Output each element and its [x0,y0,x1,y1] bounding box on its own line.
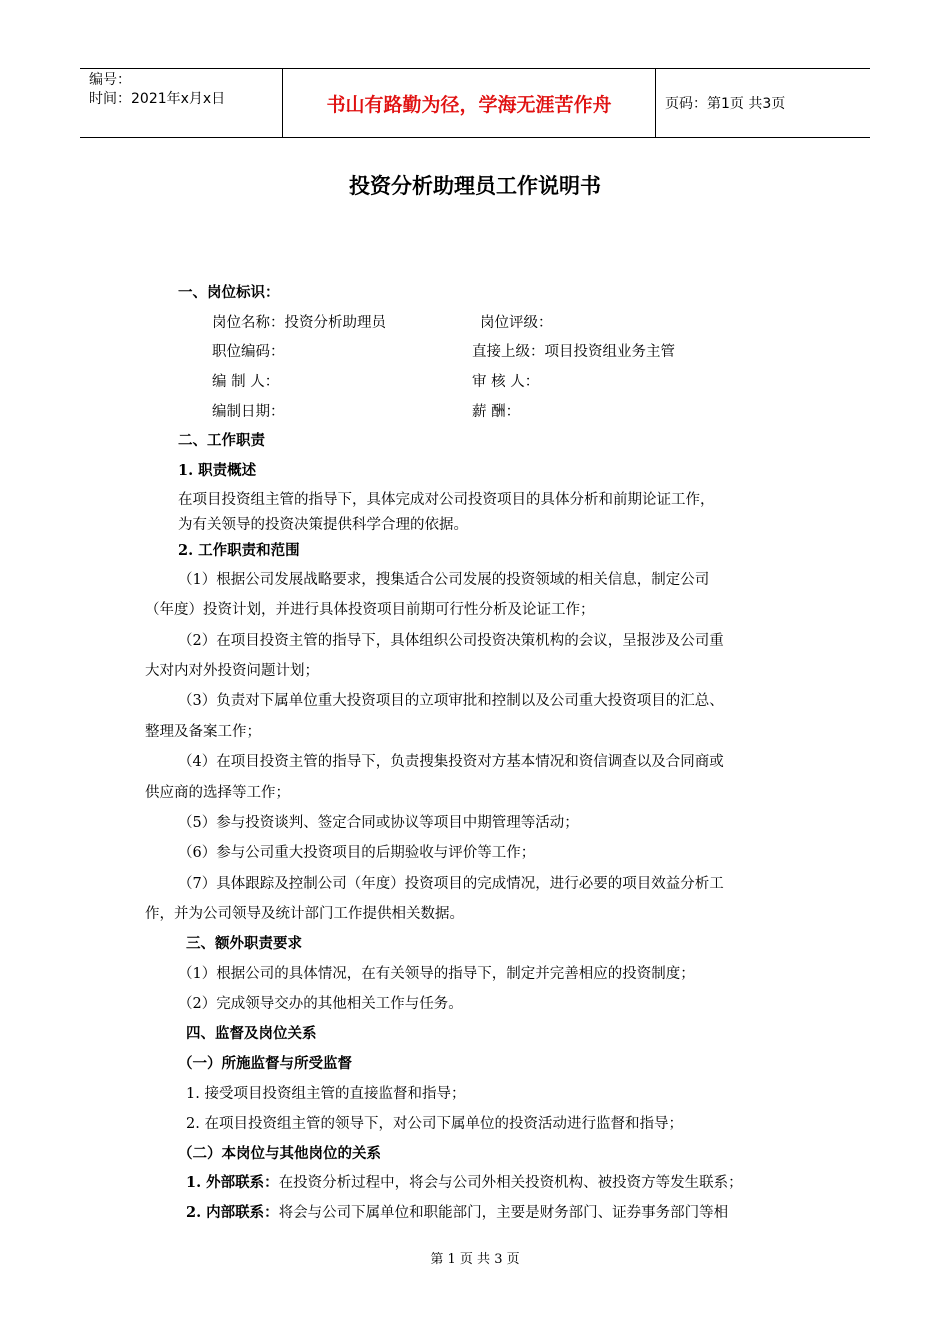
position-code: 职位编码： [212,344,285,360]
list-item-continuation: 整理及备案工作； [145,724,261,740]
subsection-heading: （二）本岗位与其他岗位的关系 [178,1145,381,1162]
position-rating: 岗位评级： [480,315,553,331]
list-item-continuation: （年度）投资计划，并进行具体投资项目前期可行性分析及论证工作； [145,602,595,618]
section-heading: 二、工作职责 [178,432,265,449]
section-heading: 三、额外职责要求 [186,935,302,952]
header-meta [80,69,282,137]
list-item-continuation: 作，并为公司领导及统计部门工作提供相关数据。 [145,906,464,922]
reviewer: 审 核 人： [472,374,540,390]
document-title: 投资分析助理员工作说明书 [349,174,601,198]
direct-superior: 直接上级：项目投资组业务主管 [472,344,675,360]
list-item: （2）完成领导交办的其他相关工作与任务。 [178,996,463,1012]
list-item: （6）参与公司重大投资项目的后期验收与评价等工作； [178,845,536,861]
external-relations [186,1173,743,1193]
list-item-continuation: 供应商的选择等工作； [145,785,290,801]
list-item: （3）负责对下属单位重大投资项目的立项审批和控制以及公司重大投资项目的汇总、 [178,693,724,709]
page-header [80,68,870,138]
section-heading: 一、岗位标识： [178,284,280,301]
subsection-heading: 2. 工作职责和范围 [178,542,300,559]
section-heading: 四、监督及岗位关系 [186,1025,317,1042]
list-item: （4）在项目投资主管的指导下，负责搜集投资对方基本情况和资信调查以及合同商或 [178,754,724,770]
external-relations-text: 在投资分析过程中，将会与公司外相关投资机构、被投资方等发生联系； [278,1175,743,1191]
header-number: 编号： [89,72,131,88]
list-item: （1）根据公司的具体情况，在有关领导的指导下，制定并完善相应的投资制度； [178,966,695,982]
position-name: 岗位名称：投资分析助理员 [212,315,386,331]
list-item-continuation: 大对内对外投资问题计划； [145,663,319,679]
salary: 薪 酬： [472,404,521,420]
header-time: 时间：2021年x月x日 [89,91,226,107]
internal-relations-text: 将会与公司下属单位和职能部门，主要是财务部门、证券事务部门等相 [278,1205,729,1221]
list-item: （1）根据公司发展战略要求，搜集适合公司发展的投资领域的相关信息，制定公司 [178,572,710,588]
paragraph-line: 为有关领导的投资决策提供科学合理的依据。 [178,517,468,533]
paragraph-line: 在项目投资组主管的指导下，具体完成对公司投资项目的具体分析和前期论证工作， [178,492,715,508]
list-item: （7）具体跟踪及控制公司（年度）投资项目的完成情况，进行必要的项目效益分析工 [178,876,724,892]
subsection-heading: 1. 职责概述 [178,462,257,479]
list-item: （5）参与投资谈判、签定合同或协议等项目中期管理等活动； [178,815,579,831]
subsection-heading: （一）所施监督与所受监督 [178,1055,352,1072]
editor: 编 制 人： [212,374,280,390]
external-relations-label: 1. 外部联系： [186,1174,279,1191]
header-motto: 书山有路勤为径，学海无涯苦作舟 [282,69,656,137]
header-page-number: 页码：第1页 共3页 [665,96,786,112]
list-item: 2. 在项目投资组主管的领导下，对公司下属单位的投资活动进行监督和指导； [186,1116,683,1132]
internal-relations [186,1203,728,1223]
internal-relations-label: 2. 内部联系： [186,1204,279,1221]
page-footer: 第 1 页 共 3 页 [430,1252,520,1267]
edit-date: 编制日期： [212,404,285,420]
list-item: 1. 接受项目投资组主管的直接监督和指导； [186,1086,466,1102]
list-item: （2）在项目投资主管的指导下，具体组织公司投资决策机构的会议，呈报涉及公司重 [178,633,724,649]
